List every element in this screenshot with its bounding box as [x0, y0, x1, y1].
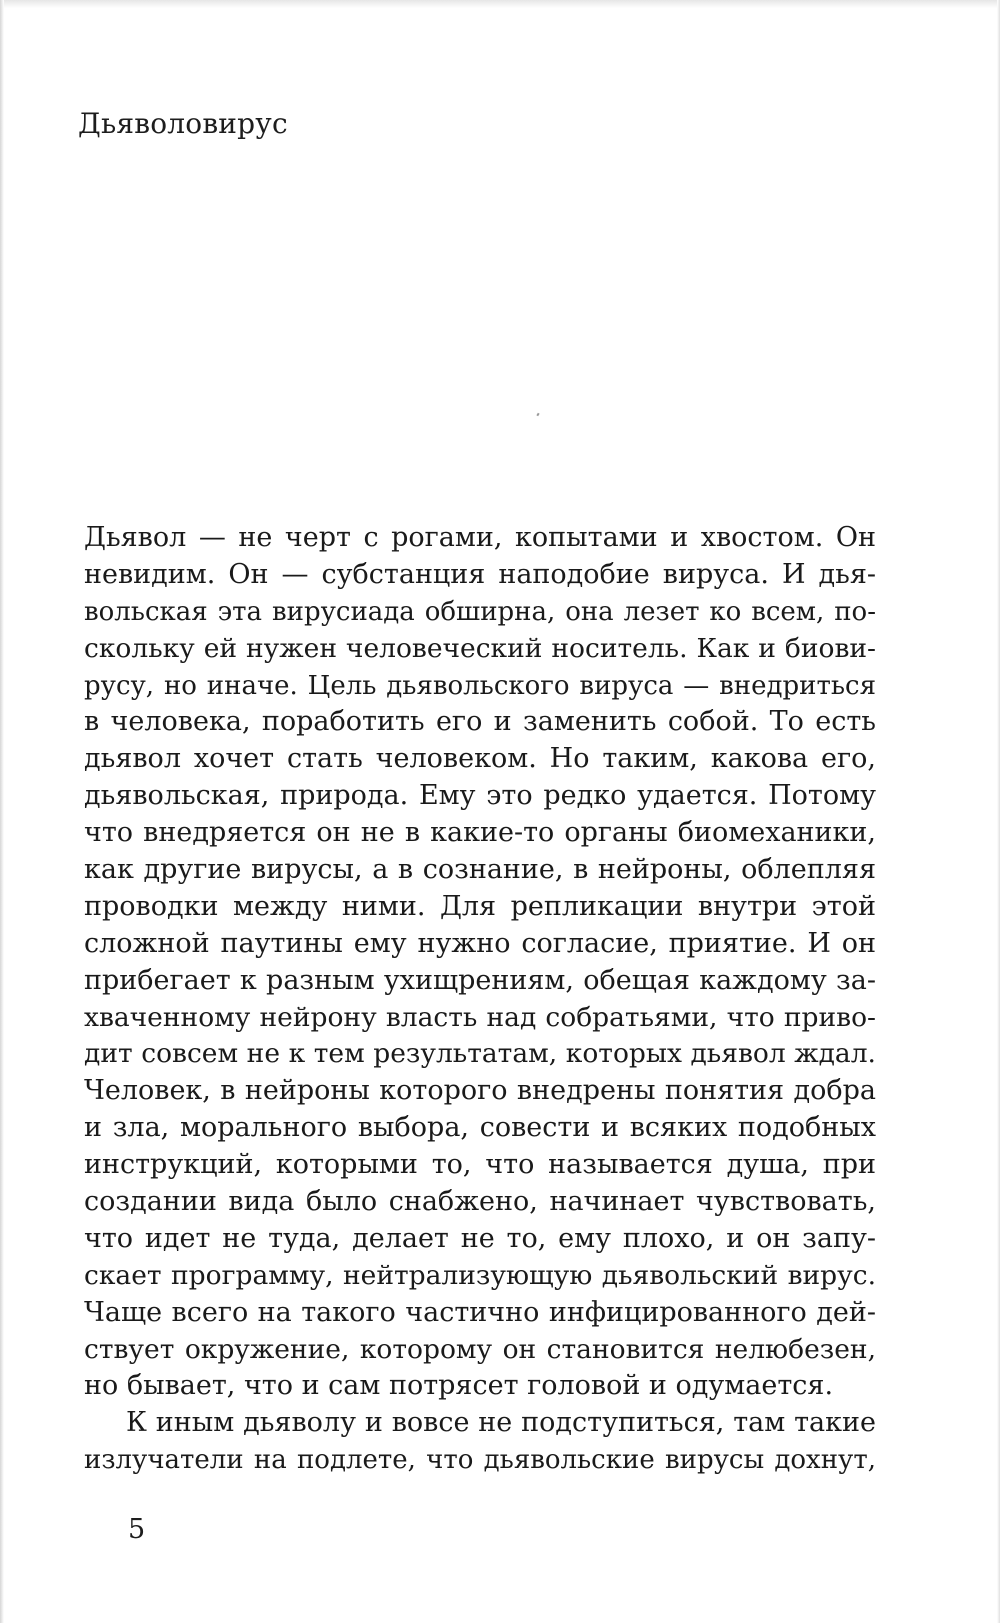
- text-line: что идет не туда, делает не то, ему плохо, и он запу-: [84, 1222, 876, 1254]
- text-line: излучатели на подлете, что дьявольские вирусы дохнут,: [84, 1445, 876, 1476]
- text-line: как другие вирусы, а в сознание, в нейроны, облепляя: [84, 854, 876, 886]
- text-line: ствует окружение, которому он становится нелюбезен,: [84, 1333, 876, 1365]
- text-line: создании вида было снабжено, начинает чувствовать,: [84, 1186, 876, 1218]
- text-line: проводки между ними. Для репликации внутри этой: [84, 890, 876, 922]
- text-line: сложной паутины ему нужно согласие, приятие. И он: [84, 927, 876, 959]
- text-line: невидим. Он — субстанция наподобие вируса. И дья-: [84, 558, 876, 590]
- text-line: дьявольская, природа. Ему это редко удается. Потому: [84, 780, 876, 812]
- text-line: Человек, в нейроны которого внедрены понятия добра: [84, 1075, 876, 1107]
- text-line: хваченному нейрону власть над собратьями, что приво-: [84, 1001, 876, 1033]
- text-line: Чаще всего на такого частично инфицированного дей-: [84, 1296, 876, 1328]
- text-line: прибегает к разным ухищрениям, обещая каждому за-: [84, 964, 876, 996]
- scan-shadow-top: [0, 0, 1000, 8]
- text-line: К иным дьяволу и вовсе не подступиться, там такие: [126, 1407, 876, 1439]
- text-line: но бывает, что и сам потрясет головой и одумается.: [84, 1370, 834, 1402]
- text-line: что внедряется он не в какие-то органы биомеханики,: [84, 817, 876, 849]
- body-text: [84, 520, 876, 1479]
- scan-speck: [536, 413, 539, 417]
- text-line: русу, но иначе. Цель дьявольского вируса — внедриться: [84, 670, 876, 701]
- scan-shadow-left: [0, 0, 4, 1623]
- text-line: вольская эта вирусиада обширна, она лезет ко всем, по-: [84, 596, 876, 627]
- text-line: и зла, морального выбора, совести и всяких подобных: [84, 1112, 876, 1144]
- text-line: дьявол хочет стать человеком. Но таким, какова его,: [84, 743, 876, 775]
- chapter-title: Дьяволовирус: [78, 107, 288, 140]
- text-line: скает программу, нейтрализующую дьявольский вирус.: [84, 1259, 876, 1291]
- text-line: Дьявол — не черт с рогами, копытами и хвостом. Он: [84, 522, 876, 553]
- page-number: 5: [128, 1514, 146, 1545]
- text-line: инструкций, которыми то, что называется душа, при: [84, 1149, 876, 1181]
- text-line: в человека, поработить его и заменить собой. То есть: [84, 706, 876, 738]
- text-line: скольку ей нужен человеческий носитель. Как и биови-: [84, 632, 876, 664]
- text-line: дит совсем не к тем результатам, которых дьявол ждал.: [84, 1038, 876, 1070]
